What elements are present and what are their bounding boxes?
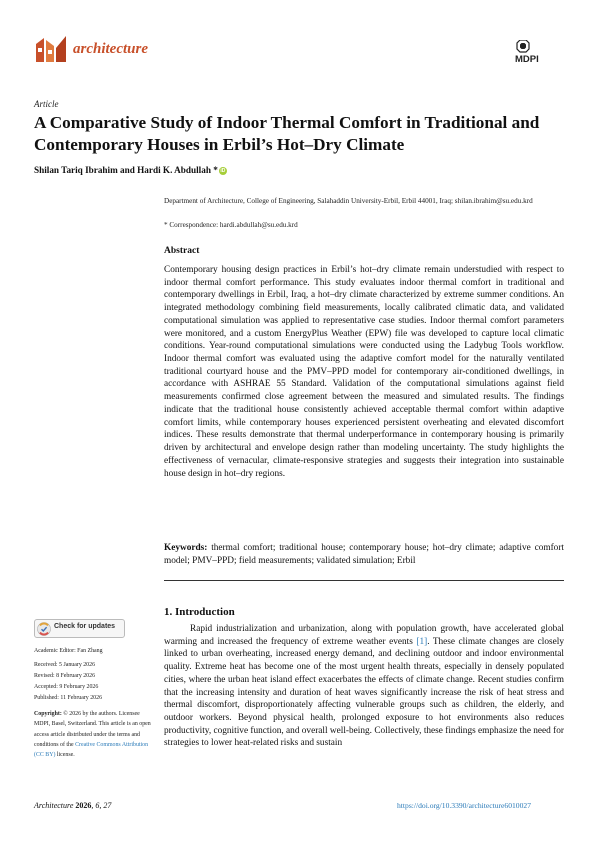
publication-dates bbox=[34, 660, 154, 704]
intro-text-part-2: . These climate changes are closely linked to urban overheating, increased energy demand, and declining outdoor and indoor environmental quality. Extreme heat has become one of the most urgent health threats, especially in densely populated cities, where the urban heat island effect exacerbates the effects of climate change. Recent studies confirm that the increasing intensity and duration of heat waves significantly increase the risk of heat stress and thermal discomfort, disproportionately affecting vulnerable groups such as children, the elderly, and outdoor workers. Beyond physical health, prolonged exposure to hot environments also reduces productivity, cognitive function, and overall well-being. Collectively, these findings emphasize the need for strategies to lower heat-related risks and sustain bbox=[164, 636, 564, 749]
footer-volume: , 6, 27 bbox=[91, 801, 112, 810]
revised-date: Revised: 8 February 2026 bbox=[34, 673, 96, 679]
affiliation: Department of Architecture, College of Engineering, Salahaddin University-Erbil, Erbil 44001, Iraq; shilan.ibrahim@su.edu.krd bbox=[164, 197, 533, 205]
keywords-text: thermal comfort; traditional house; contemporary house; hot–dry climate; adaptive comfort model; PMV–PPD; field measurements; validated simulation; Erbil bbox=[164, 543, 564, 566]
abstract-heading: Abstract bbox=[164, 246, 200, 256]
accepted-date: Accepted: 9 February 2026 bbox=[34, 684, 99, 690]
license-suffix: license. bbox=[55, 752, 75, 759]
doi-link[interactable]: https://doi.org/10.3390/architecture6010027 bbox=[397, 801, 531, 810]
intro-text-part-1: Rapid industrialization and urbanization, along with population growth, have accelerated global warming and increased the frequency of extreme weather events bbox=[164, 624, 564, 647]
received-date: Received: 5 January 2026 bbox=[34, 662, 96, 668]
keywords-label: Keywords: bbox=[164, 543, 208, 553]
check-updates-icon bbox=[37, 622, 51, 636]
footer-citation bbox=[34, 801, 111, 810]
section-divider bbox=[164, 580, 564, 581]
abstract-body: Contemporary housing design practices in Erbil’s hot–dry climate remain understudied with respect to indoor thermal comfort performance. This study evaluates indoor thermal comfort in traditional and contemporary dwellings in Erbil, Iraq, a hot–dry climate characterized by extreme summer conditions. An integrated methodology combining field measurements, locally calibrated climatic data, and validated computational simulation was applied to representative case studies. Indoor thermal comfort parameters were monitored, and a custom EnergyPlus Weather (EPW) file was developed to capture local climatic conditions. Year-round computational simulations were conducted using the Ladybug Tools workflow. Indoor thermal comfort was evaluated using the adaptive comfort model for the naturally ventilated traditional courtyard house and the PMV–PPD model for contemporary air-conditioned dwellings, in accordance with ASHRAE 55 Standard. Validation of the computational simulations against field measurements confirmed close agreement between the measured and simulated results. The findings indicate that the traditional house consistently achieved acceptable thermal comfort within adaptive comfort limits, while contemporary houses experienced persistent overheating and elevated discomfort indices. These results demonstrate that thermal underperformance in contemporary housing is primarily driven by architectural and envelope design rather than modeling uncertainty. The study highlights the effectiveness of vernacular, climate-responsive strategies and suggests their integration into sustainable house design in hot–dry regions. bbox=[164, 265, 564, 479]
copyright-notice bbox=[34, 709, 154, 760]
introduction-body bbox=[164, 623, 564, 750]
license-link[interactable]: Creative Commons Attribution (CC BY) bbox=[34, 741, 149, 759]
authors: Shilan Tariq Ibrahim and Hardi K. Abdullah * bbox=[34, 165, 218, 175]
published-date: Published: 11 February 2026 bbox=[34, 695, 103, 701]
footer-journal: Architecture bbox=[34, 801, 74, 810]
footer-year: 2026 bbox=[75, 801, 92, 810]
copyright-text: © 2026 by the authors. Licensee MDPI, Basel, Switzerland. This article is an open access article distributed under the terms and conditions of the bbox=[34, 711, 151, 748]
publisher-name: MDPI bbox=[515, 54, 539, 64]
mdpi-logo-icon[interactable] bbox=[514, 40, 557, 64]
citation-link[interactable]: [1] bbox=[416, 636, 428, 647]
paper-title: A Comparative Study of Indoor Thermal Comfort in Traditional and Contemporary Houses in Erbil’s Hot–Dry Climate bbox=[34, 113, 540, 154]
copyright-label: Copyright: bbox=[34, 711, 62, 717]
journal-logo-icon bbox=[34, 34, 68, 64]
correspondence: * Correspondence: hardi.abdullah@su.edu.krd bbox=[164, 221, 298, 229]
check-updates-label: Check for updates bbox=[54, 623, 116, 630]
academic-editor: Academic Editor: Fan Zhang bbox=[34, 648, 103, 654]
section-heading-introduction: 1. Introduction bbox=[164, 606, 235, 618]
article-type: Article bbox=[34, 99, 59, 109]
orcid-icon[interactable]: iD bbox=[220, 168, 226, 174]
check-updates-button[interactable] bbox=[34, 619, 125, 638]
authors-line bbox=[34, 165, 227, 175]
journal-name[interactable]: architecture bbox=[73, 41, 148, 57]
keywords bbox=[164, 542, 564, 567]
